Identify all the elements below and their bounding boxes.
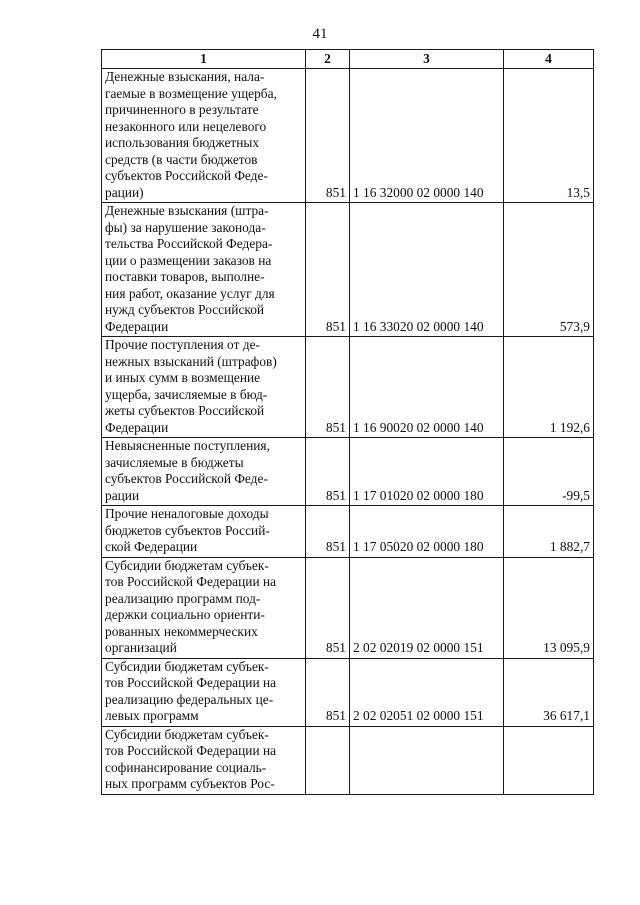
amount-cell (504, 726, 594, 794)
admin-code-cell: 851 (306, 438, 350, 506)
column-header-2: 2 (306, 50, 350, 69)
amount-cell: 573,9 (504, 203, 594, 337)
revenue-name-line: тов Российской Федерации на (105, 743, 277, 758)
budget-code-cell: 2 02 02051 02 0000 151 (350, 658, 504, 726)
revenue-name-line: софинансирование социаль- (105, 759, 267, 775)
column-header-3: 3 (350, 50, 504, 69)
budget-code-cell: 1 16 33020 02 0000 140 (350, 203, 504, 337)
table-body (102, 69, 594, 795)
admin-code-cell: 851 (306, 506, 350, 558)
revenue-name-line: нужд субъектов Российской (105, 302, 265, 317)
admin-code-cell: 851 (306, 203, 350, 337)
revenue-name-line: поставки товаров, выполне- (105, 269, 265, 284)
revenue-name-line: держки социально ориенти- (105, 607, 265, 622)
table-row (102, 337, 594, 438)
budget-code-cell: 2 02 02019 02 0000 151 (350, 557, 504, 658)
admin-code-cell (306, 726, 350, 794)
budget-code-cell: 1 17 05020 02 0000 180 (350, 506, 504, 558)
table-row (102, 557, 594, 658)
revenue-name-cell (102, 337, 306, 438)
revenue-name-line: Федерации (105, 318, 169, 334)
revenue-name-cell (102, 658, 306, 726)
revenue-name-line: ущерба, зачисляемые в бюд- (105, 386, 268, 402)
revenue-name-line: субъектов Российской Феде- (105, 168, 268, 183)
revenue-name-line: бюджетов субъектов Россий- (105, 522, 270, 538)
revenue-name-line: Денежные взыскания (штра- (105, 203, 269, 218)
revenue-table (101, 49, 594, 795)
revenue-name-line: ции о размещении заказов на (105, 252, 272, 268)
amount-cell: 1 192,6 (504, 337, 594, 438)
revenue-name-line: использования бюджетных (105, 135, 260, 150)
page-number: 41 (312, 26, 328, 42)
revenue-name-line: тов Российской Федерации на (105, 675, 277, 690)
revenue-name-line: Прочие неналоговые доходы (105, 506, 269, 521)
column-header-1: 1 (102, 50, 306, 69)
table-row (102, 726, 594, 794)
revenue-name-line: реализацию федеральных це- (105, 691, 274, 707)
revenue-name-line: Субсидии бюджетам субъек- (105, 658, 269, 674)
revenue-name-line: фы) за нарушение законода- (105, 219, 266, 235)
admin-code-cell: 851 (306, 557, 350, 658)
revenue-name-cell (102, 726, 306, 794)
revenue-name-line: рации (105, 487, 140, 503)
amount-cell: 13 095,9 (504, 557, 594, 658)
revenue-name-cell (102, 69, 306, 203)
revenue-name-line: гаемые в возмещение ущерба, (105, 85, 277, 101)
revenue-name-cell (102, 438, 306, 506)
revenue-name-line: Невыясненные поступления, (105, 438, 270, 453)
revenue-name-cell (102, 557, 306, 658)
table-row (102, 658, 594, 726)
revenue-name-cell (102, 203, 306, 337)
revenue-name-line: средств (в части бюджетов (105, 151, 258, 167)
budget-code-cell: 1 16 32000 02 0000 140 (350, 69, 504, 203)
budget-code-cell: 1 16 90020 02 0000 140 (350, 337, 504, 438)
revenue-name-line: и иных сумм в возмещение (105, 370, 261, 385)
revenue-name-line: Прочие поступления от де- (105, 337, 260, 352)
amount-cell: -99,5 (504, 438, 594, 506)
table-row (102, 203, 594, 337)
revenue-name-line: организаций (105, 640, 177, 655)
revenue-name-line: Субсидии бюджетам субъек- (105, 726, 269, 742)
revenue-name-line: незаконного или нецелевого (105, 118, 267, 134)
budget-code-cell: 1 17 01020 02 0000 180 (350, 438, 504, 506)
revenue-name-line: рации) (105, 184, 144, 200)
revenue-name-line: тельства Российской Федера- (105, 236, 273, 251)
revenue-name-line: ных программ субъектов Рос- (105, 776, 275, 791)
column-header-4: 4 (504, 50, 594, 69)
table-header-row (102, 50, 594, 69)
revenue-name-cell (102, 506, 306, 558)
revenue-name-line: Субсидии бюджетам субъек- (105, 557, 269, 573)
revenue-name-line: левых программ (105, 708, 199, 723)
revenue-name-line: ской Федерации (105, 539, 198, 554)
revenue-name-line: субъектов Российской Феде- (105, 471, 268, 486)
revenue-name-line: тов Российской Федерации на (105, 574, 277, 589)
budget-code-cell (350, 726, 504, 794)
revenue-name-line: реализацию программ под- (105, 590, 261, 606)
table-row (102, 69, 594, 203)
table-row (102, 438, 594, 506)
admin-code-cell: 851 (306, 337, 350, 438)
revenue-name-line: жеты субъектов Российской (105, 403, 265, 418)
revenue-name-line: причиненного в результате (105, 102, 259, 117)
amount-cell: 36 617,1 (504, 658, 594, 726)
revenue-name-line: рованных некоммерческих (105, 623, 258, 639)
revenue-name-line: Денежные взыскания, нала- (105, 69, 265, 84)
admin-code-cell: 851 (306, 69, 350, 203)
revenue-name-line: ния работ, оказание услуг для (105, 285, 275, 301)
revenue-name-line: зачисляемые в бюджеты (105, 454, 244, 470)
amount-cell: 1 882,7 (504, 506, 594, 558)
revenue-name-line: нежных взысканий (штрафов) (105, 353, 277, 369)
revenue-name-line: Федерации (105, 419, 169, 435)
table-row (102, 506, 594, 558)
admin-code-cell: 851 (306, 658, 350, 726)
amount-cell: 13,5 (504, 69, 594, 203)
